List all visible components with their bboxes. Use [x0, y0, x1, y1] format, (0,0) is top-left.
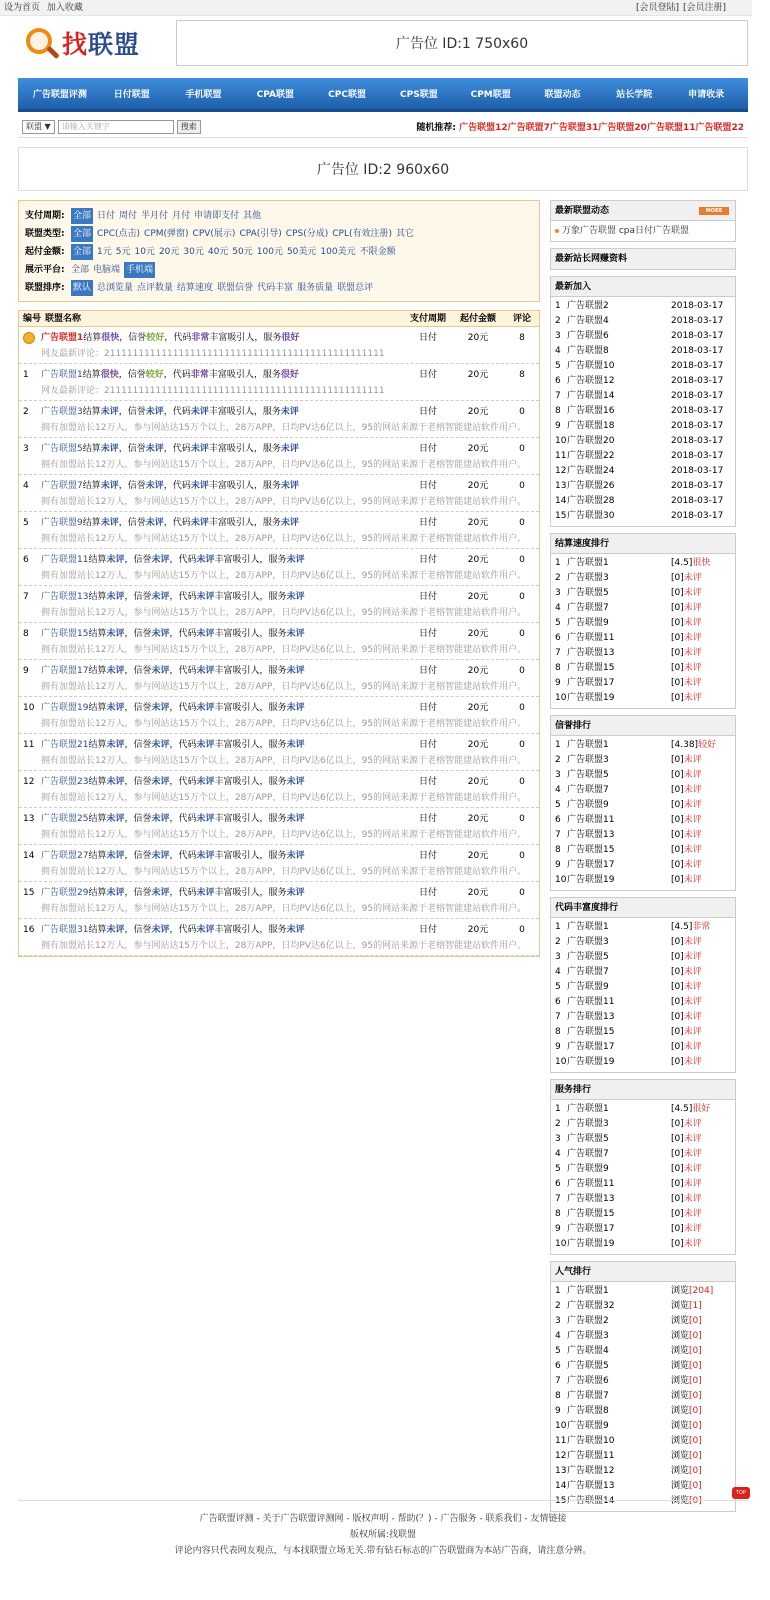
item-description: 拥有加盟站长12万人，参与网站达15万个以上，28万APP，日均PV达6亿以上，95的网站来源于老榕智能建站软件用户。 [41, 608, 527, 618]
filter-option[interactable]: 结算速度 [177, 283, 214, 293]
item-number: 1 [23, 370, 29, 380]
list-item: 2 广告联盟3结算未评，信誉未评，代码未评丰富吸引人，服务未评 日付 20元 0 拥有加盟站长12万人，参与网站达15万个以上，28万APP，日均PV达6亿以上，95的网站来源于老榕智能建站软件用户。 [19, 401, 539, 438]
member-register-link[interactable]: [会员注册] [682, 3, 726, 13]
filter-option[interactable]: 服务质量 [297, 283, 334, 293]
rank-item[interactable]: 3 广告联盟5 [0]未评 [555, 1134, 702, 1144]
item-number: 14 [23, 851, 35, 861]
nav-item-5[interactable]: CPS联盟 [400, 90, 438, 100]
item-number: 11 [23, 740, 35, 750]
pay-cycle: 日付 [418, 370, 437, 380]
list-item: 5 广告联盟9结算未评，信誉未评，代码未评丰富吸引人，服务未评 日付 20元 0 拥有加盟站长12万人，参与网站达15万个以上，28万APP，日均PV达6亿以上，95的网站来源于老榕智能建站软件用户。 [19, 512, 539, 549]
nav-item-4[interactable]: CPC联盟 [328, 90, 366, 100]
filter-option[interactable]: 40元 [207, 247, 229, 257]
filter-panel [18, 200, 540, 302]
rank-item[interactable]: 10 广告联盟19 [0]未评 [555, 875, 702, 885]
filter-label: 支付周期: [25, 211, 65, 221]
pay-cycle: 日付 [418, 444, 437, 454]
rank-item[interactable]: 7 广告联盟13 [0]未评 [555, 830, 702, 840]
filter-option[interactable]: 20元 [158, 247, 180, 257]
filter-option[interactable]: 总浏览量 [97, 283, 134, 293]
item-number: 10 [23, 703, 35, 713]
pay-cycle: 日付 [418, 777, 437, 787]
list-item: 4 广告联盟7结算未评，信誉未评，代码未评丰富吸引人，服务未评 日付 20元 0 拥有加盟站长12万人，参与网站达15万个以上，28万APP，日均PV达6亿以上，95的网站来源于老榕智能建站软件用户。 [19, 475, 539, 512]
footer-links[interactable]: 广告联盟评测 - 关于广告联盟评测网 - 版权声明 - 帮助(？) - 广告服务 - 联系我们 - 友情链接 [199, 1514, 567, 1524]
filter-option[interactable]: 日付 [97, 211, 116, 221]
filter-option[interactable]: 1元 [97, 247, 112, 257]
item-description: 网友最新评论：2111111111111111111111111111111111111111111111111 [41, 386, 385, 396]
item-number: 2 [23, 407, 29, 417]
new-join-item[interactable]: 15 广告联盟30 2018-03-17 [555, 511, 724, 521]
item-number: 9 [23, 666, 29, 676]
nav-item-9[interactable]: 申请收录 [688, 90, 725, 100]
filter-option[interactable]: CPA(引导) [239, 229, 282, 239]
new-join-item[interactable]: 1 广告联盟2 2018-03-17 [555, 301, 724, 311]
item-number: 4 [23, 481, 29, 491]
filter-option[interactable]: 电脑端 [93, 265, 121, 275]
rank-item[interactable]: 3 广告联盟5 [0]未评 [555, 770, 702, 780]
nav-item-3[interactable]: CPA联盟 [256, 90, 294, 100]
list-item: 7 广告联盟13结算未评，信誉未评，代码未评丰富吸引人，服务未评 日付 20元 0 拥有加盟站长12万人，参与网站达15万个以上，28万APP，日均PV达6亿以上，95的网站来源于老榕智能建站软件用户。 [19, 586, 539, 623]
bullet-icon [555, 229, 559, 233]
union-name-link[interactable]: 广告联盟5 [41, 444, 83, 454]
union-name-link[interactable]: 广告联盟9 [41, 518, 83, 528]
filter-row [25, 261, 533, 279]
popularity-item[interactable]: 6 广告联盟5 浏览[0] [555, 1361, 702, 1371]
rank-item[interactable]: 5 广告联盟9 [0]未评 [555, 618, 702, 628]
filter-option[interactable]: 50美元 [286, 247, 317, 257]
rank-item[interactable]: 5 广告联盟9 [0]未评 [555, 982, 702, 992]
rank-item[interactable]: 6 广告联盟11 [0]未评 [555, 633, 702, 643]
search-type-select[interactable]: 联盟 ▼ [22, 120, 55, 134]
pay-cycle: 日付 [418, 888, 437, 898]
comment-count: 0 [519, 555, 525, 565]
filter-option[interactable]: 全部 [71, 244, 93, 260]
rank-item[interactable]: 9 广告联盟17 [0]未评 [555, 1042, 702, 1052]
nav-item-8[interactable]: 站长学院 [616, 90, 653, 100]
item-description: 拥有加盟站长12万人，参与网站达15万个以上，28万APP，日均PV达6亿以上，95的网站来源于老榕智能建站软件用户。 [41, 497, 527, 507]
filter-option[interactable]: 不限金额 [359, 247, 396, 257]
filter-option[interactable]: 代码丰富 [257, 283, 294, 293]
pay-cycle: 日付 [418, 481, 437, 491]
union-name-link[interactable]: 广告联盟31 [41, 925, 89, 935]
member-login-link[interactable]: [会员登陆] [635, 3, 679, 13]
info-box: 最新站长网赚资料 [550, 248, 736, 270]
filter-option[interactable]: 半月付 [141, 211, 169, 221]
rank-item[interactable]: 4 广告联盟7 [0]未评 [555, 785, 702, 795]
pay-cycle: 日付 [418, 555, 437, 565]
pay-cycle: 日付 [418, 814, 437, 824]
popularity-item[interactable]: 5 广告联盟4 浏览[0] [555, 1346, 702, 1356]
min-amount: 20元 [467, 740, 489, 750]
footer-disclaimer: 评论内容只代表网友观点，与本找联盟立场无关.带有钻石标志的广告联盟商为本站广告商，请注意分辨。 [174, 1546, 592, 1556]
search-bar [18, 116, 748, 138]
union-name-link[interactable]: 广告联盟7 [41, 481, 83, 491]
magnifier-icon [24, 26, 58, 60]
search-button[interactable]: 搜索 [177, 120, 201, 134]
union-name-link[interactable]: 广告联盟25 [41, 814, 89, 824]
filter-row [25, 225, 533, 243]
filter-option[interactable]: 联盟总评 [337, 283, 374, 293]
item-description: 拥有加盟站长12万人，参与网站达15万个以上，28万APP，日均PV达6亿以上，95的网站来源于老榕智能建站软件用户。 [41, 645, 527, 655]
random-recommend: 随机推荐: 广告联盟12广告联盟7广告联盟31广告联盟20广告联盟11广告联盟22 [416, 123, 744, 133]
union-name-link[interactable]: 广告联盟13 [41, 592, 89, 602]
union-name-link[interactable]: 广告联盟17 [41, 666, 89, 676]
union-name-link[interactable]: 广告联盟23 [41, 777, 89, 787]
rank-item[interactable]: 4 广告联盟7 [0]未评 [555, 1149, 702, 1159]
rank-item[interactable]: 8 广告联盟15 [0]未评 [555, 663, 702, 673]
rank-item[interactable]: 8 广告联盟15 [0]未评 [555, 845, 702, 855]
ad-banner-2[interactable]: 广告位 ID:2 960x60 [18, 147, 748, 191]
comment-count: 0 [519, 814, 525, 824]
min-amount: 20元 [467, 592, 489, 602]
filter-option[interactable]: 月付 [172, 211, 191, 221]
filter-row [25, 207, 533, 225]
search-input[interactable]: 请输入关键字 [58, 120, 174, 134]
header [18, 18, 748, 68]
filter-option[interactable]: 5元 [115, 247, 131, 257]
popularity-item[interactable]: 7 广告联盟6 浏览[0] [555, 1376, 702, 1386]
list-item: 11 广告联盟21结算未评，信誉未评，代码未评丰富吸引人，服务未评 日付 20元 0 拥有加盟站长12万人，参与网站达15万个以上，28万APP，日均PV达6亿以上，95的网站来源于老榕智能建站软件用户。 [19, 734, 539, 771]
union-name-link[interactable]: 广告联盟15 [41, 629, 89, 639]
item-description: 拥有加盟站长12万人，参与网站达15万个以上，28万APP，日均PV达6亿以上，95的网站来源于老榕智能建站软件用户。 [41, 830, 527, 840]
list-item: 10 广告联盟19结算未评，信誉未评，代码未评丰富吸引人，服务未评 日付 20元 0 拥有加盟站长12万人，参与网站达15万个以上，28万APP，日均PV达6亿以上，95的网站来源于老榕智能建站软件用户。 [19, 697, 539, 734]
popularity-item[interactable]: 15 广告联盟14 浏览[0] [555, 1496, 702, 1506]
rank-box [550, 1079, 736, 1255]
item-number: 7 [23, 592, 29, 602]
union-name-link[interactable]: 广告联盟21 [41, 740, 89, 750]
item-description: 拥有加盟站长12万人，参与网站达15万个以上，28万APP，日均PV达6亿以上，95的网站来源于老榕智能建站软件用户。 [41, 423, 527, 433]
news-box: 最新联盟动态 MORE 万象广告联盟 cpa日付广告联盟 [550, 200, 736, 242]
ad-banner-1[interactable]: 广告位 ID:1 750x60 [176, 20, 748, 66]
rank-item[interactable]: 2 广告联盟3 [0]未评 [555, 573, 702, 583]
min-amount: 20元 [467, 777, 489, 787]
popularity-item[interactable]: 14 广告联盟13 浏览[0] [555, 1481, 702, 1491]
rank-title: 信誉排行 [555, 721, 592, 731]
popularity-box: 人气排行 1 广告联盟1 浏览[204] 2 广告联盟32 浏览[1] 3 广告联盟2 浏览[0] 4 广告联盟3 浏览[0] 5 广告联盟4 浏览[0] 6 广告联盟5 浏览[0] 7 广告联盟6 浏览[0] 8 广告联盟7 浏览[0] 9 广告联盟8 浏览[0] 10 广告联盟9 浏览[0] 11 广告联盟10 浏览[0] 12 广告联盟11 浏览[0] 13 广告联盟12 浏览[0] 14 广告联盟13 浏览[0] 15 广告联盟14 浏览[0] [550, 1261, 736, 1512]
item-description: 拥有加盟站长12万人，参与网站达15万个以上，28万APP，日均PV达6亿以上，95的网站来源于老榕智能建站软件用户。 [41, 682, 527, 692]
filter-option[interactable]: CPL(有效注册) [332, 229, 392, 239]
popularity-item[interactable]: 13 广告联盟12 浏览[0] [555, 1466, 702, 1476]
filter-option[interactable]: 默认 [71, 280, 93, 296]
filter-option[interactable]: CPV(展示) [192, 229, 236, 239]
list-item: 广告联盟1结算很快，信誉较好，代码非常丰富吸引人，服务很好 日付 20元 8 网友最新评论：2111111111111111111111111111111111111111111111111 [19, 327, 539, 364]
filter-label: 联盟排序: [25, 283, 65, 293]
rank-item[interactable]: 3 广告联盟5 [0]未评 [555, 588, 702, 598]
list-item: 15 广告联盟29结算未评，信誉未评，代码未评丰富吸引人，服务未评 日付 20元 0 拥有加盟站长12万人，参与网站达15万个以上，28万APP，日均PV达6亿以上，95的网站来源于老榕智能建站软件用户。 [19, 882, 539, 919]
back-to-top-icon[interactable]: TOP [732, 1487, 750, 1499]
new-join-item[interactable]: 8 广告联盟16 2018-03-17 [555, 406, 724, 416]
new-join-item[interactable]: 13 广告联盟26 2018-03-17 [555, 481, 724, 491]
set-homepage-link[interactable]: 设为首页 [4, 3, 41, 13]
filter-option[interactable]: 联盟信誉 [217, 283, 254, 293]
comment-count: 0 [519, 703, 525, 713]
nav-item-6[interactable]: CPM联盟 [470, 90, 511, 100]
item-number: 3 [23, 444, 29, 454]
rank-item[interactable]: 7 广告联盟13 [0]未评 [555, 648, 702, 658]
top-bar [0, 0, 752, 16]
rank-title: 代码丰富度排行 [555, 903, 619, 913]
min-amount: 20元 [467, 888, 489, 898]
nav-item-0[interactable]: 广告联盟评测 [32, 90, 87, 100]
comment-count: 0 [519, 481, 525, 491]
filter-option[interactable]: 10元 [134, 247, 155, 257]
rank-item[interactable]: 1 广告联盟1 [4.38]较好 [555, 740, 717, 750]
filter-label: 展示平台: [25, 265, 65, 275]
rank-item[interactable]: 2 广告联盟3 [0]未评 [555, 755, 702, 765]
rank-item[interactable]: 6 广告联盟11 [0]未评 [555, 815, 702, 825]
rank-item[interactable]: 10 广告联盟19 [0]未评 [555, 1239, 702, 1249]
comment-count: 0 [519, 407, 525, 417]
rank-item[interactable]: 8 广告联盟15 [0]未评 [555, 1209, 702, 1219]
filter-option[interactable]: CPS(分成) [285, 229, 329, 239]
rank-item[interactable]: 10 广告联盟19 [0]未评 [555, 1057, 702, 1067]
filter-option[interactable]: 全部 [71, 226, 93, 242]
item-number [23, 330, 41, 346]
comment-count: 0 [519, 888, 525, 898]
union-name-link[interactable]: 广告联盟1 [41, 370, 83, 380]
min-amount: 20元 [467, 407, 489, 417]
rank-item[interactable]: 8 广告联盟15 [0]未评 [555, 1027, 702, 1037]
comment-count: 0 [519, 777, 525, 787]
comment-count: 0 [519, 740, 525, 750]
add-favorite-link[interactable]: 加入收藏 [46, 3, 83, 13]
filter-option[interactable]: 其它 [395, 229, 414, 239]
new-join-item[interactable]: 9 广告联盟18 2018-03-17 [555, 421, 724, 431]
item-description: 拥有加盟站长12万人，参与网站达15万个以上，28万APP，日均PV达6亿以上，95的网站来源于老榕智能建站软件用户。 [41, 719, 527, 729]
item-number: 12 [23, 777, 35, 787]
new-join-item[interactable]: 6 广告联盟12 2018-03-17 [555, 376, 724, 386]
filter-option[interactable]: 点评数量 [137, 283, 174, 293]
item-description: 网友最新评论：2111111111111111111111111111111111111111111111111 [41, 349, 385, 359]
new-join-item[interactable]: 2 广告联盟4 2018-03-17 [555, 316, 724, 326]
rank-item[interactable]: 2 广告联盟3 [0]未评 [555, 937, 702, 947]
news-item[interactable]: 万象广告联盟 cpa日付广告联盟 [562, 226, 690, 236]
list-item: 12 广告联盟23结算未评，信誉未评，代码未评丰富吸引人，服务未评 日付 20元 0 拥有加盟站长12万人，参与网站达15万个以上，28万APP，日均PV达6亿以上，95的网站来源于老榕智能建站软件用户。 [19, 771, 539, 808]
filter-option[interactable]: 50元 [232, 247, 253, 257]
pay-cycle: 日付 [418, 851, 437, 861]
min-amount: 20元 [467, 814, 489, 824]
nav-item-7[interactable]: 联盟动态 [544, 90, 581, 100]
filter-label: 起付金额: [25, 247, 65, 257]
rank-item[interactable]: 9 广告联盟17 [0]未评 [555, 678, 702, 688]
rank-box [550, 715, 736, 891]
item-description: 拥有加盟站长12万人，参与网站达15万个以上，28万APP，日均PV达6亿以上，95的网站来源于老榕智能建站软件用户。 [41, 571, 527, 581]
popularity-item[interactable]: 2 广告联盟32 浏览[1] [555, 1301, 702, 1311]
list-item: 16 广告联盟31结算未评，信誉未评，代码未评丰富吸引人，服务未评 日付 20元 0 拥有加盟站长12万人，参与网站达15万个以上，28万APP，日均PV达6亿以上，95的网站来源于老榕智能建站软件用户。 [19, 919, 539, 956]
item-description: 拥有加盟站长12万人，参与网站达15万个以上，28万APP，日均PV达6亿以上，95的网站来源于老榕智能建站软件用户。 [41, 460, 527, 470]
union-list [18, 310, 540, 957]
list-item: 6 广告联盟11结算未评，信誉未评，代码未评丰富吸引人，服务未评 日付 20元 0 拥有加盟站长12万人，参与网站达15万个以上，28万APP，日均PV达6亿以上，95的网站来源于老榕智能建站软件用户。 [19, 549, 539, 586]
filter-label: 联盟类型: [25, 229, 65, 239]
medal-icon [23, 332, 35, 344]
random-recommend-links[interactable]: 广告联盟12广告联盟7广告联盟31广告联盟20广告联盟11广告联盟22 [459, 123, 744, 133]
list-item: 9 广告联盟17结算未评，信誉未评，代码未评丰富吸引人，服务未评 日付 20元 0 拥有加盟站长12万人，参与网站达15万个以上，28万APP，日均PV达6亿以上，95的网站来源于老榕智能建站软件用户。 [19, 660, 539, 697]
popularity-item[interactable]: 4 广告联盟3 浏览[0] [555, 1331, 702, 1341]
comment-count: 0 [519, 629, 525, 639]
rank-item[interactable]: 2 广告联盟3 [0]未评 [555, 1119, 702, 1129]
comment-count: 0 [519, 444, 525, 454]
union-name-link[interactable]: 广告联盟1 [41, 333, 84, 343]
new-join-item[interactable]: 12 广告联盟24 2018-03-17 [555, 466, 724, 476]
union-name-link[interactable]: 广告联盟19 [41, 703, 89, 713]
item-description: 拥有加盟站长12万人，参与网站达15万个以上，28万APP，日均PV达6亿以上，95的网站来源于老榕智能建站软件用户。 [41, 756, 527, 766]
rank-item[interactable]: 4 广告联盟7 [0]未评 [555, 967, 702, 977]
union-name-link[interactable]: 广告联盟27 [41, 851, 89, 861]
comment-count: 8 [519, 370, 525, 380]
popularity-item[interactable]: 11 广告联盟10 浏览[0] [555, 1436, 702, 1446]
new-join-item[interactable]: 14 广告联盟28 2018-03-17 [555, 496, 724, 506]
pay-cycle: 日付 [418, 592, 437, 602]
rank-item[interactable]: 4 广告联盟7 [0]未评 [555, 603, 702, 613]
item-description: 拥有加盟站长12万人，参与网站达15万个以上，28万APP，日均PV达6亿以上，95的网站来源于老榕智能建站软件用户。 [41, 941, 527, 951]
list-item: 3 广告联盟5结算未评，信誉未评，代码未评丰富吸引人，服务未评 日付 20元 0 拥有加盟站长12万人，参与网站达15万个以上，28万APP，日均PV达6亿以上，95的网站来源于老榕智能建站软件用户。 [19, 438, 539, 475]
comment-count: 0 [519, 518, 525, 528]
filter-option[interactable]: CPC(点击) [97, 229, 141, 239]
filter-option[interactable]: 30元 [183, 247, 204, 257]
filter-option[interactable]: 100美元 [320, 247, 356, 257]
min-amount: 20元 [467, 481, 489, 491]
filter-option[interactable]: 周付 [119, 211, 138, 221]
item-description: 拥有加盟站长12万人，参与网站达15万个以上，28万APP，日均PV达6亿以上，95的网站来源于老榕智能建站软件用户。 [41, 867, 527, 877]
new-join-item[interactable]: 5 广告联盟10 2018-03-17 [555, 361, 724, 371]
comment-count: 0 [519, 851, 525, 861]
pay-cycle: 日付 [418, 925, 437, 935]
comment-count: 0 [519, 592, 525, 602]
filter-row [25, 243, 533, 261]
rank-title: 结算速度排行 [555, 539, 610, 549]
filter-option[interactable]: 100元 [256, 247, 283, 257]
rank-item[interactable]: 1 广告联盟1 [4.5]很好 [555, 1104, 711, 1114]
item-number: 15 [23, 888, 35, 898]
filter-option[interactable]: 全部 [71, 265, 90, 275]
footer [18, 1500, 748, 1559]
more-button[interactable]: MORE [699, 207, 729, 215]
item-number: 5 [23, 518, 29, 528]
rank-item[interactable]: 10 广告联盟19 [0]未评 [555, 693, 702, 703]
min-amount: 20元 [467, 666, 489, 676]
site-logo[interactable]: 找联盟 [18, 18, 176, 68]
item-description: 拥有加盟站长12万人，参与网站达15万个以上，28万APP，日均PV达6亿以上，95的网站来源于老榕智能建站软件用户。 [41, 904, 527, 914]
popularity-item[interactable]: 8 广告联盟7 浏览[0] [555, 1391, 702, 1401]
min-amount: 20元 [467, 518, 489, 528]
item-description: 拥有加盟站长12万人，参与网站达15万个以上，28万APP，日均PV达6亿以上，95的网站来源于老榕智能建站软件用户。 [41, 793, 527, 803]
filter-option[interactable]: CPM(弹窗) [144, 229, 189, 239]
comment-count: 8 [519, 333, 525, 343]
rank-box [550, 897, 736, 1073]
new-join-item[interactable]: 3 广告联盟6 2018-03-17 [555, 331, 724, 341]
new-join-item[interactable]: 10 广告联盟20 2018-03-17 [555, 436, 724, 446]
new-join-item[interactable]: 7 广告联盟14 2018-03-17 [555, 391, 724, 401]
rank-item[interactable]: 6 广告联盟11 [0]未评 [555, 997, 702, 1007]
pay-cycle: 日付 [418, 333, 437, 343]
min-amount: 20元 [467, 370, 489, 380]
item-number: 16 [23, 925, 35, 935]
union-name-link[interactable]: 广告联盟29 [41, 888, 89, 898]
min-amount: 20元 [467, 333, 489, 343]
popularity-item[interactable]: 3 广告联盟2 浏览[0] [555, 1316, 702, 1326]
pay-cycle: 日付 [418, 629, 437, 639]
new-join-item[interactable]: 11 广告联盟22 2018-03-17 [555, 451, 724, 461]
popularity-item[interactable]: 10 广告联盟9 浏览[0] [555, 1421, 702, 1431]
sidebar [550, 200, 736, 1518]
filter-option[interactable]: 手机端 [124, 262, 155, 278]
min-amount: 20元 [467, 703, 489, 713]
item-number: 13 [23, 814, 35, 824]
filter-option[interactable]: 其他 [243, 211, 262, 221]
min-amount: 20元 [467, 925, 489, 935]
pay-cycle: 日付 [418, 703, 437, 713]
new-join-box: 最新加入 1 广告联盟2 2018-03-17 2 广告联盟4 2018-03-17 3 广告联盟6 2018-03-17 4 广告联盟8 2018-03-17 5 广告联盟10 2018-03-17 6 广告联盟12 2018-03-17 7 广告联盟14 2018-03-17 8 广告联盟16 2018-03-17 9 广告联盟18 2018-03-17 10 广告联盟20 2018-03-17 11 广告联盟22 2018-03-17 12 广告联盟24 2018-03-17 13 广告联盟26 2018-03-17 14 广告联盟28 2018-03-17 15 广告联盟30 2018-03-17 [550, 276, 736, 527]
list-item: 13 广告联盟25结算未评，信誉未评，代码未评丰富吸引人，服务未评 日付 20元 0 拥有加盟站长12万人，参与网站达15万个以上，28万APP，日均PV达6亿以上，95的网站来源于老榕智能建站软件用户。 [19, 808, 539, 845]
union-name-link[interactable]: 广告联盟11 [41, 555, 89, 565]
rank-item[interactable]: 5 广告联盟9 [0]未评 [555, 1164, 702, 1174]
rank-item[interactable]: 9 广告联盟17 [0]未评 [555, 860, 702, 870]
pay-cycle: 日付 [418, 666, 437, 676]
pay-cycle: 日付 [418, 407, 437, 417]
list-header: 编号 联盟名称 支付周期 起付金额 评论 [19, 311, 539, 327]
min-amount: 20元 [467, 444, 489, 454]
rank-item[interactable]: 3 广告联盟5 [0]未评 [555, 952, 702, 962]
list-item: 8 广告联盟15结算未评，信誉未评，代码未评丰富吸引人，服务未评 日付 20元 0 拥有加盟站长12万人，参与网站达15万个以上，28万APP，日均PV达6亿以上，95的网站来源于老榕智能建站软件用户。 [19, 623, 539, 660]
popularity-item[interactable]: 12 广告联盟11 浏览[0] [555, 1451, 702, 1461]
rank-item[interactable]: 5 广告联盟9 [0]未评 [555, 800, 702, 810]
list-item: 1 广告联盟1结算很快，信誉较好，代码非常丰富吸引人，服务很好 日付 20元 8 网友最新评论：2111111111111111111111111111111111111111111111111 [19, 364, 539, 401]
footer-copyright: 版权所属:找联盟 [349, 1530, 417, 1540]
rank-box [550, 533, 736, 709]
new-join-item[interactable]: 4 广告联盟8 2018-03-17 [555, 346, 724, 356]
pay-cycle: 日付 [418, 518, 437, 528]
popularity-item[interactable]: 9 广告联盟8 浏览[0] [555, 1406, 702, 1416]
rank-item[interactable]: 1 广告联盟1 [4.5]很快 [555, 558, 711, 568]
rank-item[interactable]: 7 广告联盟13 [0]未评 [555, 1012, 702, 1022]
rank-item[interactable]: 6 广告联盟11 [0]未评 [555, 1179, 702, 1189]
item-number: 8 [23, 629, 29, 639]
pay-cycle: 日付 [418, 740, 437, 750]
list-item: 14 广告联盟27结算未评，信誉未评，代码未评丰富吸引人，服务未评 日付 20元 0 拥有加盟站长12万人，参与网站达15万个以上，28万APP，日均PV达6亿以上，95的网站来源于老榕智能建站软件用户。 [19, 845, 539, 882]
comment-count: 0 [519, 925, 525, 935]
union-name-link[interactable]: 广告联盟3 [41, 407, 83, 417]
filter-row [25, 279, 533, 297]
nav-item-1[interactable]: 日付联盟 [113, 90, 150, 100]
comment-count: 0 [519, 666, 525, 676]
min-amount: 20元 [467, 555, 489, 565]
rank-title: 服务排行 [555, 1085, 592, 1095]
filter-option[interactable]: 申请即支付 [194, 211, 240, 221]
nav-item-2[interactable]: 手机联盟 [185, 90, 222, 100]
popularity-item[interactable]: 1 广告联盟1 浏览[204] [555, 1286, 714, 1296]
item-number: 6 [23, 555, 29, 565]
min-amount: 20元 [467, 629, 489, 639]
rank-item[interactable]: 7 广告联盟13 [0]未评 [555, 1194, 702, 1204]
rank-item[interactable]: 1 广告联盟1 [4.5]非常 [555, 922, 711, 932]
filter-option[interactable]: 全部 [71, 208, 93, 224]
rank-item[interactable]: 9 广告联盟17 [0]未评 [555, 1224, 702, 1234]
item-description: 拥有加盟站长12万人，参与网站达15万个以上，28万APP，日均PV达6亿以上，95的网站来源于老榕智能建站软件用户。 [41, 534, 527, 544]
min-amount: 20元 [467, 851, 489, 861]
main-nav [18, 78, 748, 112]
